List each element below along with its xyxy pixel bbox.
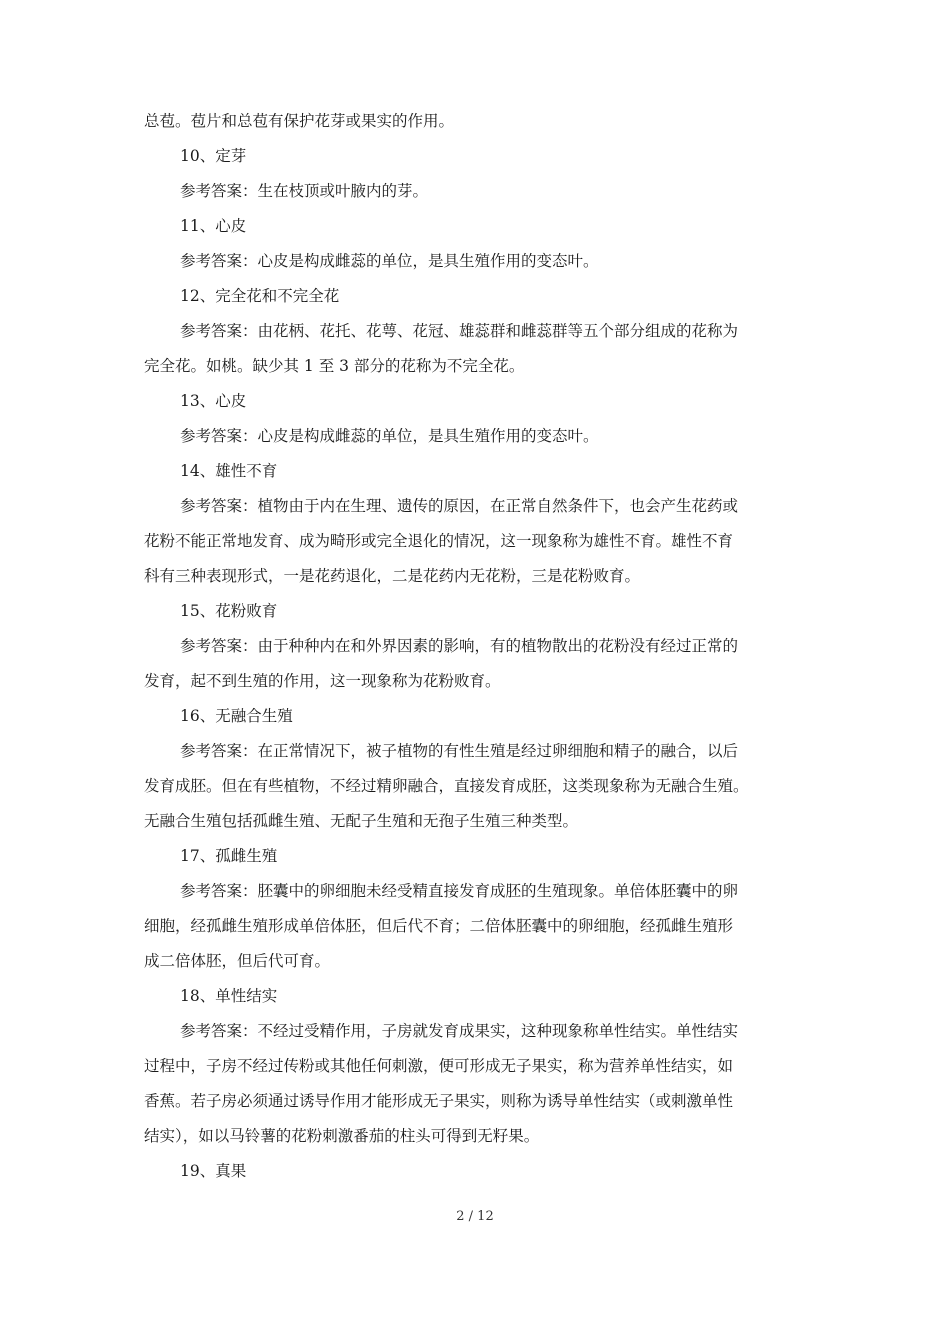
text-line: 科有三种表现形式，一是花药退化，二是花药内无花粉，三是花粉败育。 [144,567,641,585]
answer-paragraph [144,244,816,279]
text-line: 成二倍体胚，但后代可育。 [144,952,331,970]
answer-paragraph [144,629,816,699]
text-line: 发育成胚。但在有些植物，不经过精卵融合，直接发育成胚，这类现象称为无融合生殖。 [144,777,749,795]
text-line: 结实），如以马铃薯的花粉刺激番茄的柱头可得到无籽果。 [144,1127,540,1145]
text-line: 14、雄性不育 [180,462,278,480]
text-line: 15、花粉败育 [180,602,278,620]
question-heading [144,1154,816,1189]
text-line: 花粉不能正常地发育、成为畸形或完全退化的情况，这一现象称为雄性不育。雄性不育 [144,532,734,550]
question-heading [144,839,816,874]
text-line: 11、心皮 [180,217,247,235]
answer-paragraph [144,734,816,839]
text-line: 16、无融合生殖 [180,707,293,725]
question-heading [144,209,816,244]
text-line: 发育，起不到生殖的作用，这一现象称为花粉败育。 [144,672,501,690]
text-line: 完全花。如桃。缺少其 1 至 3 部分的花称为不完全花。 [144,357,525,375]
question-heading [144,384,816,419]
document-body [144,104,816,1189]
page-number: 2 / 12 [456,1209,494,1224]
text-line: 参考答案：胚囊中的卵细胞未经受精直接发育成胚的生殖现象。单倍体胚囊中的卵 [180,882,739,900]
answer-paragraph [144,314,816,384]
answer-paragraph [144,874,816,979]
question-heading [144,454,816,489]
question-heading [144,279,816,314]
question-heading [144,979,816,1014]
text-line: 总苞。苞片和总苞有保护花芽或果实的作用。 [144,112,455,130]
question-heading [144,594,816,629]
text-line: 参考答案：心皮是构成雌蕊的单位，是具生殖作用的变态叶。 [180,427,599,445]
text-line: 18、单性结实 [180,987,278,1005]
question-heading [144,699,816,734]
text-line: 10、定芽 [180,147,247,165]
text-line: 参考答案：植物由于内在生理、遗传的原因，在正常自然条件下，也会产生花药或 [180,497,739,515]
question-heading [144,139,816,174]
text-line: 13、心皮 [180,392,247,410]
text-line: 参考答案：生在枝顶或叶腋内的芽。 [180,182,429,200]
text-line: 过程中，子房不经过传粉或其他任何刺激，便可形成无子果实，称为营养单性结实，如 [144,1057,734,1075]
text-line: 参考答案：不经过受精作用，子房就发育成果实，这种现象称单性结实。单性结实 [180,1022,739,1040]
text-line: 细胞，经孤雌生殖形成单倍体胚，但后代不育；二倍体胚囊中的卵细胞，经孤雌生殖形 [144,917,734,935]
text-line: 香蕉。若子房必须通过诱导作用才能形成无子果实，则称为诱导单性结实（或刺激单性 [144,1092,734,1110]
text-paragraph [144,104,816,139]
text-line: 参考答案：在正常情况下，被子植物的有性生殖是经过卵细胞和精子的融合，以后 [180,742,739,760]
text-line: 参考答案：由花柄、花托、花萼、花冠、雄蕊群和雌蕊群等五个部分组成的花称为 [180,322,739,340]
text-line: 参考答案：由于种种内在和外界因素的影响，有的植物散出的花粉没有经过正常的 [180,637,739,655]
text-line: 无融合生殖包括孤雌生殖、无配子生殖和无孢子生殖三种类型。 [144,812,579,830]
text-line: 参考答案：心皮是构成雌蕊的单位，是具生殖作用的变态叶。 [180,252,599,270]
answer-paragraph [144,489,816,594]
text-line: 19、真果 [180,1162,247,1180]
answer-paragraph [144,419,816,454]
text-line: 17、孤雌生殖 [180,847,278,865]
answer-paragraph [144,174,816,209]
answer-paragraph [144,1014,816,1154]
text-line: 12、完全花和不完全花 [180,287,340,305]
